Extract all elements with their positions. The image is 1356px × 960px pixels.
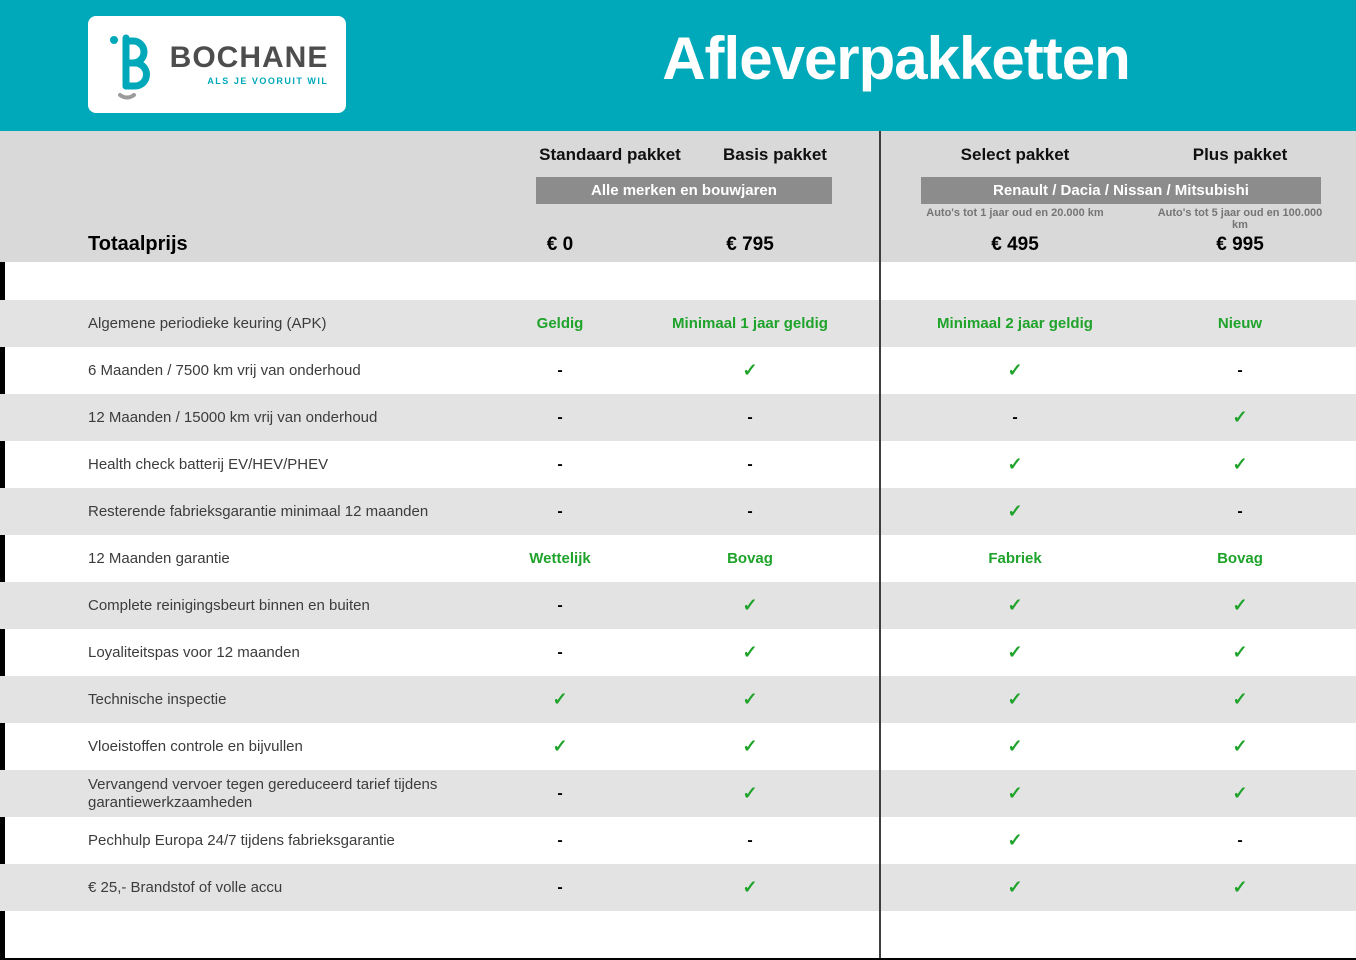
feature-cell: ✓	[1007, 877, 1023, 897]
feature-cell: ✓	[1232, 689, 1248, 709]
feature-cell: -	[557, 455, 563, 473]
gap-row	[0, 262, 1356, 300]
column-header-basis: Basis pakket	[723, 145, 827, 164]
feature-label: € 25,- Brandstof of volle accu	[88, 878, 283, 896]
feature-label: 6 Maanden / 7500 km vrij van onderhoud	[88, 361, 361, 379]
page-title: Afleverpakketten	[662, 25, 1130, 92]
feature-cell: ✓	[1007, 783, 1023, 803]
feature-row	[0, 488, 1356, 535]
feature-cell: ✓	[1007, 642, 1023, 662]
feature-cell: Nieuw	[1217, 315, 1263, 332]
feature-row	[0, 629, 1356, 676]
feature-cell: ✓	[742, 689, 758, 709]
feature-label: Pechhulp Europa 24/7 tijdens fabrieksgarantie	[88, 831, 395, 849]
feature-row	[0, 723, 1356, 770]
feature-row	[0, 582, 1356, 629]
feature-cell: ✓	[1007, 501, 1023, 521]
feature-cell: Minimaal 1 jaar geldig	[672, 315, 828, 332]
feature-row	[0, 770, 1356, 817]
feature-cell: ✓	[1232, 783, 1248, 803]
total-price: € 495	[991, 233, 1039, 255]
column-header-standaard: Standaard pakket	[539, 145, 681, 164]
feature-cell: Bovag	[727, 550, 773, 567]
feature-cell: ✓	[1007, 360, 1023, 380]
feature-cell: Fabriek	[988, 550, 1042, 567]
footer-row	[0, 911, 1356, 958]
column-header-select: Select pakket	[960, 145, 1070, 164]
feature-cell: -	[1012, 408, 1018, 426]
feature-cell: ✓	[742, 877, 758, 897]
feature-cell: ✓	[742, 736, 758, 756]
feature-label: Loyaliteitspas voor 12 maanden	[88, 643, 300, 661]
feature-cell: ✓	[1007, 830, 1023, 850]
logo-tagline: ALS JE VOORUIT WIL	[207, 76, 329, 86]
feature-label: Health check batterij EV/HEV/PHEV	[88, 455, 329, 473]
logo-wordmark: BOCHANE	[169, 41, 329, 74]
feature-cell: ✓	[1007, 595, 1023, 615]
feature-cell: ✓	[1232, 736, 1248, 756]
feature-cell: -	[557, 643, 563, 661]
logo-text	[170, 43, 329, 86]
feature-cell: -	[557, 502, 563, 520]
feature-cell: -	[1237, 831, 1243, 849]
feature-cell: ✓	[742, 360, 758, 380]
feature-row	[0, 817, 1356, 864]
feature-cell: -	[557, 878, 563, 896]
feature-label: 12 Maanden / 15000 km vrij van onderhoud	[88, 408, 378, 426]
feature-cell: -	[747, 831, 753, 849]
column-note-select: Auto's tot 1 jaar oud en 20.000 km	[926, 207, 1104, 219]
group-badge-all-brands: Alle merken en bouwjaren	[536, 177, 832, 204]
feature-cell: -	[1237, 361, 1243, 379]
total-price: € 0	[546, 233, 574, 255]
feature-cell: Minimaal 2 jaar geldig	[937, 315, 1093, 332]
column-group-divider	[879, 131, 881, 958]
feature-label: Vloeistoffen controle en bijvullen	[88, 737, 303, 755]
feature-cell: ✓	[1232, 877, 1248, 897]
feature-row	[0, 535, 1356, 582]
column-note-plus: Auto's tot 5 jaar oud en 100.000 km	[1157, 207, 1323, 231]
total-price: € 795	[726, 233, 774, 255]
feature-cell: -	[557, 361, 563, 379]
group-badge-renault-group: Renault / Dacia / Nissan / Mitsubishi	[921, 177, 1321, 204]
feature-cell: -	[557, 831, 563, 849]
feature-cell: Geldig	[536, 315, 584, 332]
feature-cell: ✓	[1232, 595, 1248, 615]
feature-label: Complete reinigingsbeurt binnen en buiten	[88, 596, 370, 614]
feature-row	[0, 864, 1356, 911]
feature-cell: ✓	[1007, 454, 1023, 474]
feature-label: Algemene periodieke keuring (APK)	[88, 314, 327, 332]
feature-label: Technische inspectie	[88, 690, 227, 708]
feature-cell: -	[747, 455, 753, 473]
column-header-row	[0, 131, 1356, 177]
feature-label: Vervangend vervoer tegen gereduceerd tarief tijdens garantiewerkzaamheden	[88, 775, 438, 811]
feature-cell: -	[1237, 502, 1243, 520]
note-row	[0, 207, 1356, 231]
feature-row	[0, 347, 1356, 394]
feature-cell: ✓	[552, 689, 568, 709]
feature-cell: ✓	[742, 783, 758, 803]
feature-cell: ✓	[742, 595, 758, 615]
feature-cell: Bovag	[1217, 550, 1263, 567]
feature-cell: -	[557, 784, 563, 802]
feature-cell: ✓	[1007, 689, 1023, 709]
feature-cell: Wettelijk	[529, 550, 591, 567]
total-price: € 995	[1216, 233, 1264, 255]
total-label: Totaalprijs	[88, 233, 188, 255]
feature-label: 12 Maanden garantie	[88, 549, 230, 567]
feature-cell: ✓	[552, 736, 568, 756]
feature-row	[0, 394, 1356, 441]
column-header-plus: Plus pakket	[1192, 145, 1288, 164]
total-price-row	[0, 227, 1356, 262]
feature-cell: ✓	[742, 642, 758, 662]
feature-cell: ✓	[1232, 407, 1248, 427]
feature-cell: ✓	[1232, 454, 1248, 474]
feature-label: Resterende fabrieksgarantie minimaal 12 maanden	[88, 502, 429, 520]
feature-cell: -	[747, 502, 753, 520]
feature-row	[0, 300, 1356, 347]
feature-cell: -	[557, 408, 563, 426]
feature-cell: ✓	[1007, 736, 1023, 756]
feature-cell: ✓	[1232, 642, 1248, 662]
feature-row	[0, 676, 1356, 723]
top-banner	[0, 0, 1356, 131]
table-header-band	[0, 131, 1356, 262]
badge-row	[0, 177, 1356, 207]
feature-cell: -	[557, 596, 563, 614]
feature-row	[0, 441, 1356, 488]
feature-cell: -	[747, 408, 753, 426]
bochane-logo-icon	[106, 29, 160, 101]
bochane-logo	[88, 16, 346, 113]
